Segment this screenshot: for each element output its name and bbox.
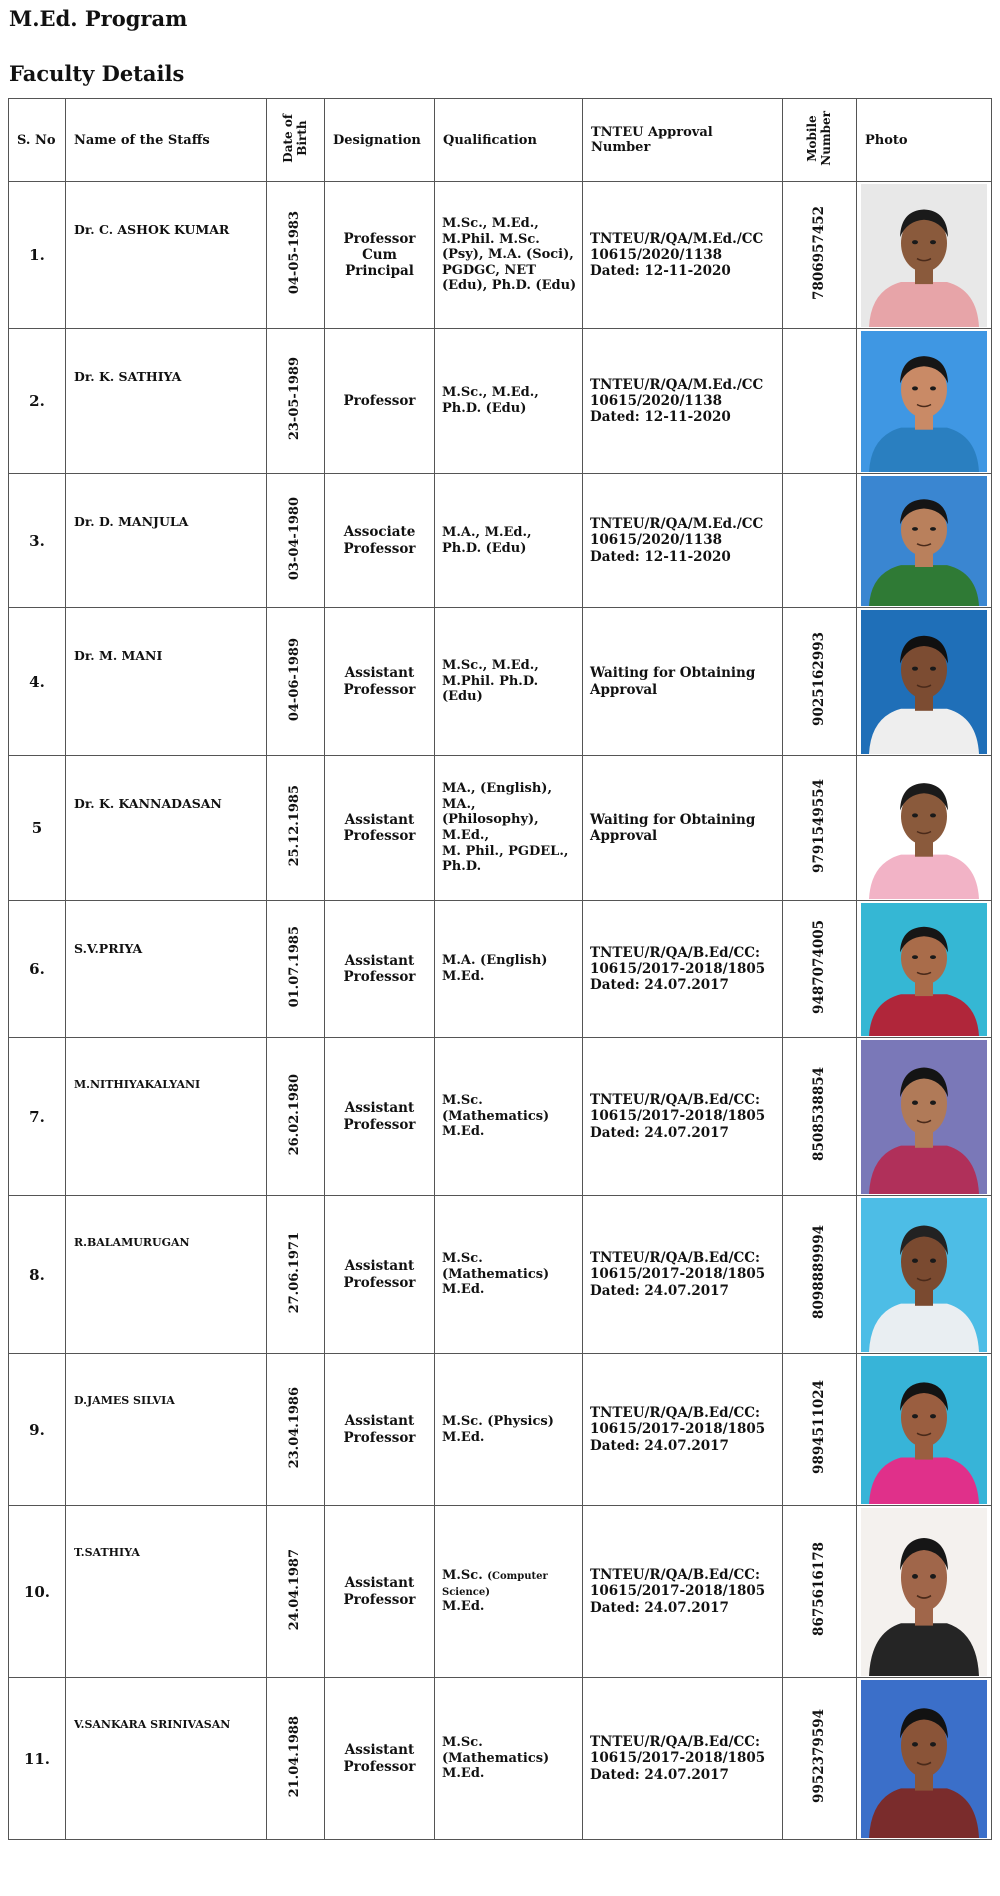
approval-number — [583, 756, 783, 901]
date-of-birth: 03-04-1980 — [287, 496, 303, 580]
date-of-birth: 04-06-1989 — [287, 637, 303, 721]
faculty-row — [9, 1678, 992, 1840]
line: 10615/2017-2018/1805 — [590, 960, 766, 977]
staff-name: Dr. D. MANJULA — [66, 474, 267, 608]
staff-photo — [861, 758, 987, 899]
line: Assistant — [344, 1413, 415, 1430]
line: PGDGC, NET — [442, 262, 536, 278]
mobile-number-cell — [783, 1506, 857, 1678]
line: 10615/2017-2018/1805 — [590, 1750, 766, 1767]
date-of-birth: 04-05-1983 — [287, 211, 303, 295]
mobile-number: 7806957452 — [810, 205, 827, 300]
qualification — [435, 1038, 583, 1196]
staff-name: T.SATHIYA — [66, 1506, 267, 1678]
photo-cell — [857, 756, 992, 901]
line: TNTEU/R/QA/M.Ed./CC — [590, 230, 764, 247]
mobile-number-cell — [783, 1196, 857, 1354]
line: M.Ed. — [442, 1766, 485, 1782]
line: TNTEU/R/QA/B.Ed/CC: — [590, 1250, 760, 1267]
qualification — [435, 1506, 583, 1678]
line: M.Ed. — [442, 969, 485, 984]
photo-cell — [857, 329, 992, 474]
line: M.Ed., — [442, 828, 489, 843]
staff-photo — [861, 331, 987, 472]
mobile-number: 9952379594 — [810, 1709, 827, 1804]
line: M.Phil. Ph.D. — [442, 673, 539, 689]
photo-cell — [857, 1354, 992, 1506]
header-qualification: Qualification — [435, 99, 583, 182]
mobile-number: 9025162993 — [810, 632, 827, 727]
header-name: Name of the Staffs — [66, 99, 267, 182]
faculty-row — [9, 1196, 992, 1354]
line: Ph.D. (Edu) — [442, 401, 527, 416]
mobile-number-cell — [783, 474, 857, 608]
line: M.Sc. — [442, 1251, 483, 1267]
date-of-birth-cell — [267, 1038, 325, 1196]
header-photo: Photo — [857, 99, 992, 182]
faculty-table — [8, 98, 992, 1840]
staff-name: R.BALAMURUGAN — [66, 1196, 267, 1354]
serial-number: 9. — [9, 1354, 66, 1506]
photo-cell — [857, 474, 992, 608]
staff-name: Dr. K. SATHIYA — [66, 329, 267, 474]
designation — [325, 901, 435, 1038]
mobile-number-cell — [783, 901, 857, 1038]
approval-number — [583, 1354, 783, 1506]
line: Professor — [343, 1274, 416, 1291]
staff-photo — [861, 1680, 987, 1838]
header-approval: TNTEU Approval Number — [583, 99, 783, 182]
faculty-row — [9, 1506, 992, 1678]
date-of-birth-cell — [267, 901, 325, 1038]
qualification — [435, 608, 583, 756]
faculty-row — [9, 1354, 992, 1506]
designation — [325, 608, 435, 756]
serial-number: 6. — [9, 901, 66, 1038]
serial-number: 5 — [9, 756, 66, 901]
date-of-birth-cell — [267, 1354, 325, 1506]
line: Assistant — [344, 952, 415, 969]
line: (Edu), Ph.D. (Edu) — [442, 278, 577, 294]
line: Waiting for Obtaining — [590, 665, 756, 682]
qualification — [435, 329, 583, 474]
staff-photo — [861, 903, 987, 1036]
approval-number — [583, 1196, 783, 1354]
line: Dated: 24.07.2017 — [590, 1766, 729, 1783]
line: Professor — [343, 681, 416, 698]
staff-photo — [861, 1356, 987, 1504]
line: (Philosophy), — [442, 812, 539, 828]
qualification — [435, 1354, 583, 1506]
line: (Edu) — [442, 689, 483, 705]
staff-name: Dr. M. MANI — [66, 608, 267, 756]
line: M.Phil. M.Sc. — [442, 231, 540, 247]
photo-cell — [857, 1196, 992, 1354]
line: 10615/2017-2018/1805 — [590, 1583, 766, 1600]
line: 10615/2020/1138 — [590, 392, 722, 409]
approval-number — [583, 1678, 783, 1840]
line: Assistant — [344, 1258, 415, 1275]
mobile-number-cell — [783, 756, 857, 901]
approval-number — [583, 901, 783, 1038]
faculty-row — [9, 474, 992, 608]
qualification — [435, 1196, 583, 1354]
header-designation: Designation — [325, 99, 435, 182]
line: 10615/2020/1138 — [590, 246, 722, 263]
line: TNTEU/R/QA/B.Ed/CC: — [590, 1405, 760, 1422]
line: M.Sc. — [442, 1568, 483, 1584]
photo-cell — [857, 182, 992, 329]
line: M.Sc., M.Ed., — [442, 658, 539, 674]
line: 10615/2017-2018/1805 — [590, 1266, 766, 1283]
date-of-birth: 23.04.1986 — [287, 1386, 303, 1469]
line: M.Sc. (Physics) — [442, 1413, 554, 1429]
designation — [325, 1038, 435, 1196]
line: Professor — [343, 1429, 416, 1446]
approval-number — [583, 329, 783, 474]
line: M.Ed. — [442, 1282, 485, 1298]
staff-name: Dr. K. KANNADASAN — [66, 756, 267, 901]
line: (Psy), M.A. (Soci), — [442, 247, 574, 263]
line: (Mathematics) — [442, 1750, 550, 1766]
line: Dated: 12-11-2020 — [590, 548, 731, 565]
line: M.Ed. — [442, 1429, 485, 1445]
designation — [325, 182, 435, 329]
line: Dated: 12-11-2020 — [590, 263, 731, 280]
approval-number — [583, 1506, 783, 1678]
line: TNTEU/R/QA/M.Ed./CC — [590, 376, 764, 393]
line: Assistant — [344, 1100, 415, 1117]
faculty-row — [9, 329, 992, 474]
line: Dated: 24.07.2017 — [590, 977, 729, 994]
line: Professor — [343, 828, 416, 844]
staff-name: M.NITHIYAKALYANI — [66, 1038, 267, 1196]
line: Science) — [442, 1586, 490, 1598]
line: MA., — [442, 796, 476, 812]
serial-number: 7. — [9, 1038, 66, 1196]
designation — [325, 1196, 435, 1354]
serial-number: 2. — [9, 329, 66, 474]
line: Dated: 24.07.2017 — [590, 1599, 729, 1616]
staff-photo — [861, 476, 987, 606]
header-sno: S. No — [9, 99, 66, 182]
qualification — [435, 901, 583, 1038]
line: M.A., M.Ed., — [442, 524, 532, 540]
line: Approval — [590, 681, 658, 698]
serial-number: 8. — [9, 1196, 66, 1354]
date-of-birth-cell — [267, 756, 325, 901]
program-title: M.Ed. Program — [9, 6, 188, 31]
line: M.Sc. — [442, 1093, 483, 1109]
mobile-number: 9894511024 — [810, 1380, 827, 1475]
designation — [325, 329, 435, 474]
staff-photo — [861, 1040, 987, 1194]
faculty-row — [9, 901, 992, 1038]
date-of-birth: 01.07.1985 — [287, 926, 303, 1008]
line: Cum — [362, 246, 397, 263]
date-of-birth: 25.12.1985 — [287, 785, 303, 867]
faculty-row — [9, 608, 992, 756]
line: Principal — [345, 263, 414, 280]
line: TNTEU/R/QA/B.Ed/CC: — [590, 1567, 760, 1584]
faculty-row — [9, 182, 992, 329]
date-of-birth: 27.06.1971 — [287, 1231, 303, 1314]
line: 10615/2017-2018/1805 — [590, 1421, 766, 1438]
date-of-birth-cell — [267, 329, 325, 474]
line: Professor — [343, 1591, 416, 1608]
staff-name: S.V.PRIYA — [66, 901, 267, 1038]
faculty-row — [9, 1038, 992, 1196]
qualification — [435, 474, 583, 608]
line: (Mathematics) — [442, 1108, 550, 1124]
date-of-birth: 24.04.1987 — [287, 1548, 303, 1631]
line: Ph.D. (Edu) — [442, 540, 527, 556]
approval-number — [583, 474, 783, 608]
approval-number — [583, 1038, 783, 1196]
designation — [325, 1506, 435, 1678]
mobile-number-cell — [783, 1038, 857, 1196]
line: Professor — [343, 230, 416, 247]
date-of-birth-cell — [267, 474, 325, 608]
line: TNTEU/R/QA/B.Ed/CC: — [590, 1092, 760, 1109]
line: M.Sc., M.Ed., — [442, 385, 539, 401]
line: Waiting for Obtaining — [590, 811, 756, 828]
mobile-number: 9487074005 — [810, 919, 827, 1014]
designation — [325, 1678, 435, 1840]
staff-name: V.SANKARA SRINIVASAN — [66, 1678, 267, 1840]
line: M.Ed. — [442, 1599, 485, 1615]
staff-photo — [861, 1508, 987, 1676]
line: (Mathematics) — [442, 1266, 550, 1282]
line: M.Sc. — [442, 1735, 483, 1751]
photo-cell — [857, 608, 992, 756]
staff-name: Dr. C. ASHOK KUMAR — [66, 182, 267, 329]
line: Professor — [343, 1116, 416, 1133]
header-dob: Date of Birth — [267, 99, 325, 182]
date-of-birth-cell — [267, 1196, 325, 1354]
serial-number: 11. — [9, 1678, 66, 1840]
qualification — [435, 756, 583, 901]
mobile-number-cell — [783, 608, 857, 756]
photo-cell — [857, 1678, 992, 1840]
line: 10615/2020/1138 — [590, 532, 722, 549]
mobile-number: 8508538854 — [810, 1067, 827, 1162]
designation — [325, 474, 435, 608]
date-of-birth-cell — [267, 1678, 325, 1840]
qualification — [435, 182, 583, 329]
serial-number: 4. — [9, 608, 66, 756]
line: Associate — [343, 524, 416, 541]
serial-number: 10. — [9, 1506, 66, 1678]
line: TNTEU/R/QA/M.Ed./CC — [590, 516, 764, 533]
line: Dated: 12-11-2020 — [590, 409, 731, 426]
line: Assistant — [344, 811, 415, 828]
designation — [325, 756, 435, 901]
line: Assistant — [344, 1742, 415, 1759]
qualification — [435, 1678, 583, 1840]
line: Professor — [343, 1758, 416, 1775]
photo-cell — [857, 1506, 992, 1678]
line: Professor — [343, 540, 416, 557]
line: M.A. (English) — [442, 953, 548, 969]
line: Approval — [590, 828, 658, 844]
mobile-number-cell — [783, 1678, 857, 1840]
line: (Computer — [487, 1571, 548, 1583]
line: TNTEU/R/QA/B.Ed/CC: — [590, 944, 760, 961]
approval-number — [583, 182, 783, 329]
section-title: Faculty Details — [9, 61, 185, 86]
photo-cell — [857, 901, 992, 1038]
line: TNTEU/R/QA/B.Ed/CC: — [590, 1734, 760, 1751]
date-of-birth-cell — [267, 1506, 325, 1678]
mobile-number-cell — [783, 329, 857, 474]
line: Professor — [343, 969, 416, 985]
photo-cell — [857, 1038, 992, 1196]
line: Dated: 24.07.2017 — [590, 1282, 729, 1299]
date-of-birth: 26.02.1980 — [287, 1073, 303, 1156]
mobile-number: 9791549554 — [810, 778, 827, 873]
line: 10615/2017-2018/1805 — [590, 1108, 766, 1125]
staff-photo — [861, 1198, 987, 1352]
mobile-number: 8098889994 — [810, 1225, 827, 1320]
staff-name: D.JAMES SILVIA — [66, 1354, 267, 1506]
date-of-birth-cell — [267, 182, 325, 329]
line: M.Ed. — [442, 1124, 485, 1140]
staff-photo — [861, 610, 987, 754]
faculty-row — [9, 756, 992, 901]
header-row — [9, 99, 992, 182]
mobile-number-cell — [783, 182, 857, 329]
date-of-birth: 23-05-1989 — [287, 357, 303, 441]
line: MA., (English), — [442, 781, 552, 797]
line: M. Phil., PGDEL., — [442, 843, 569, 859]
mobile-number-cell — [783, 1354, 857, 1506]
header-mobile: Mobile Number — [783, 99, 857, 182]
line: Ph.D. — [442, 859, 482, 875]
line: M.Sc., M.Ed., — [442, 216, 539, 232]
approval-number — [583, 608, 783, 756]
date-of-birth: 21.04.1988 — [287, 1715, 303, 1798]
line: Professor — [343, 392, 416, 409]
date-of-birth-cell — [267, 608, 325, 756]
mobile-number: 8675616178 — [810, 1542, 827, 1637]
line: Dated: 24.07.2017 — [590, 1437, 729, 1454]
line: Assistant — [344, 1575, 415, 1592]
line: Dated: 24.07.2017 — [590, 1124, 729, 1141]
serial-number: 1. — [9, 182, 66, 329]
line: Assistant — [344, 665, 415, 682]
staff-photo — [861, 184, 987, 327]
serial-number: 3. — [9, 474, 66, 608]
designation — [325, 1354, 435, 1506]
